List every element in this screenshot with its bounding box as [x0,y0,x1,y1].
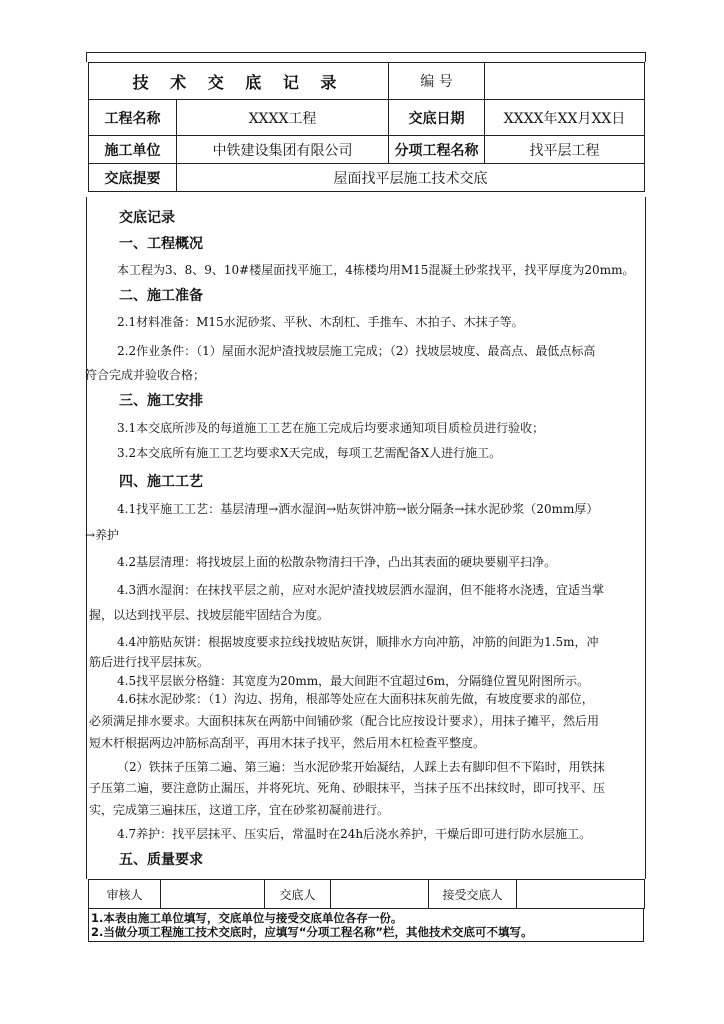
record-body [86,197,646,879]
header-table [88,62,645,192]
section-4-paragraph-6-cont-1: 必须满足排水要求。大面积抹灰在两筋中间铺砂浆（配合比应按设计要求），用抹子摊平，然后用 [89,714,600,728]
section-4-paragraph-7: （2）铁抹子压第二遍、第三遍：当水泥砂浆开始凝结，人踩上去有脚印但不下陷时，用铁抹 [117,760,605,774]
sub-project-label: 分项工程名称 [389,136,485,164]
section-4-paragraph-4: 4.4冲筋贴灰饼：根据坡度要求拉线找坡贴灰饼，顺排水方向冲筋，冲筋的间距为1.5m，冲 [117,635,599,649]
reviewer-label: 审核人 [89,880,161,909]
section-4-paragraph-3-cont: 握，以达到找平层、找坡层能牢固结合为度。 [89,608,330,622]
section-4-paragraph-3: 4.3洒水湿润：在抹找平层之前，应对水泥炉渣找坡层洒水湿润，但不能将水浇透，宜适当掌 [117,583,605,597]
number-value[interactable] [485,63,645,100]
reviewer-signature[interactable] [161,880,265,909]
section-4-paragraph-5: 4.5找平层嵌分格缝：其宽度为20mm，最大间距不宜超过6m，分隔缝位置见附图所示。 [117,674,590,688]
record-title: 交底记录 [119,210,175,226]
section-3-paragraph-1: 3.1本交底所涉及的每道施工工艺在施工完成后均要求通知项目质检员进行验收； [117,421,545,435]
section-2-heading: 二、施工准备 [119,288,203,304]
section-5-heading: 五、质量要求 [119,852,203,868]
section-4-paragraph-7-cont-2: 实，完成第三遍抹压，这道工序，宜在砂浆初凝前进行。 [89,803,390,817]
receiver-signature[interactable] [517,880,645,909]
summary-value[interactable]: 屋面找平层施工技术交底 [177,164,645,192]
unit-value[interactable]: 中铁建设集团有限公司 [177,136,389,164]
date-label: 交底日期 [389,100,485,136]
discloser-label: 交底人 [265,880,331,909]
summary-label: 交底提要 [89,164,177,192]
section-2-paragraph-2-cont: 符合完成并验收合格； [85,368,206,382]
form-title [89,63,389,100]
section-4-heading: 四、施工工艺 [119,474,203,490]
section-2-paragraph-2: 2.2作业条件：（1）屋面水泥炉渣找坡层施工完成；（2）找坡层坡度、最高点、最低点标高 [117,344,596,358]
section-4-paragraph-2: 4.2基层清理：将找坡层上面的松散杂物清扫干净，凸出其表面的硬块要剔平扫净。 [117,555,557,569]
section-4-paragraph-1-cont: →养护 [85,528,120,542]
section-3-paragraph-2: 3.2本交底所有施工工艺均要求X天完成，每项工艺需配备X人进行施工。 [117,446,502,460]
footnote-2: 2.当做分项工程施工技术交底时，应填写“分项工程名称”栏，其他技术交底可不填写。 [91,925,533,939]
outer-frame [86,52,646,62]
section-2-paragraph-1: 2.1材料准备：M15水泥砂浆、平秋、木刮杠、手推车、木拍子、木抹子等。 [117,315,524,329]
project-name-label: 工程名称 [89,100,177,136]
section-4-paragraph-1: 4.1找平施工工艺：基层清理→洒水湿润→贴灰饼冲筋→嵌分隔条→抹水泥砂浆（20mm厚） [117,502,599,516]
project-name-value[interactable]: XXXX工程 [177,100,389,136]
sub-project-value[interactable]: 找平层工程 [485,136,645,164]
section-4-paragraph-7-cont-1: 子压第二遍，要注意防止漏压，并将死坑、死角、砂眼抹平，当抹子压不出抹纹时，即可找平、压 [89,781,606,795]
section-3-heading: 三、施工安排 [119,393,203,409]
unit-label: 施工单位 [89,136,177,164]
footnote-1: 1.本表由施工单位填写，交底单位与接受交底单位各存一份。 [91,911,403,925]
receiver-label: 接受交底人 [429,880,517,909]
section-4-paragraph-4-cont: 筋后进行找平层抹灰。 [89,655,210,669]
section-4-paragraph-6: 4.6抹水泥砂浆：（1）沟边、拐角，根部等处应在大面积抹灰前先做，有坡度要求的部位， [117,692,594,706]
section-1-heading: 一、工程概况 [119,236,203,252]
section-1-paragraph: 本工程为3、8、9、10#楼屋面找平施工，4栋楼均用M15混凝土砂浆找平，找平厚度为20mm。 [117,263,635,277]
date-value[interactable]: XXXX年XX月XX日 [485,100,645,136]
number-label: 编 号 [389,63,485,100]
section-4-paragraph-6-cont-2: 短木杆根据两边冲筋标高刮平，再用木抹子找平，然后用木杠检查平整度。 [89,736,486,750]
signature-table [88,879,645,909]
footnotes [88,909,644,942]
form-title-text: 技 术 交 底 记 录 [132,72,345,92]
discloser-signature[interactable] [331,880,429,909]
section-4-paragraph-8: 4.7养护：找平层抹平、压实后，常温时在24h后浇水养护，干燥后即可进行防水层施工。 [117,827,592,841]
